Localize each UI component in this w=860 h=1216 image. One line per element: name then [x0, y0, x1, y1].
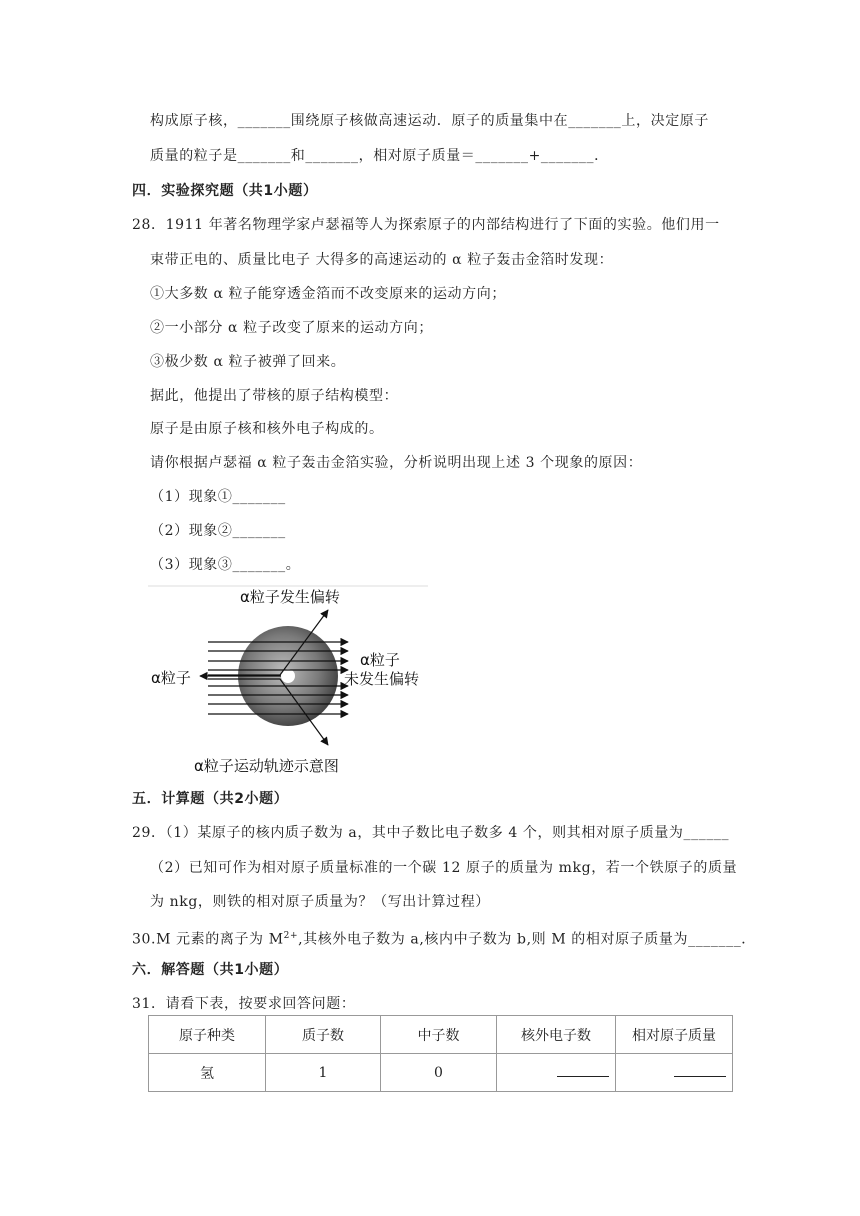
section-heading: 五．计算题（共2小题）: [132, 791, 289, 807]
table-row: [149, 1054, 733, 1092]
question-29-line: 29．（1）某原子的核内质子数为 a，其中子数比电子数多 4 个，则其相对原子质量为______: [132, 825, 730, 841]
right-label: 未发生偏转: [344, 670, 420, 688]
table-header: 相对原子质量: [616, 1016, 733, 1054]
section-heading: 六．解答题（共1小题）: [132, 962, 289, 978]
question-28-line: ①大多数 α 粒子能穿透金箔而不改变原来的运动方向；: [150, 286, 506, 302]
question-28-line: 28．1911 年著名物理学家卢瑟福等人为探索原子的内部结构进行了下面的实验。他们用一: [132, 217, 720, 233]
table-cell: 0: [381, 1054, 497, 1092]
answer-blank-cell[interactable]: [497, 1054, 616, 1092]
text-line: 质量的粒子是_______和_______，相对原子质量＝_______+_______．: [150, 148, 609, 164]
question-29-line: 为 nkg，则铁的相对原子质量为？（写出计算过程）: [150, 894, 490, 910]
question-28-line: ②一小部分 α 粒子改变了原来的运动方向；: [150, 320, 433, 336]
table-header: 原子种类: [149, 1016, 266, 1054]
question-28-line: ③极少数 α 粒子被弹了回来。: [150, 354, 346, 370]
answer-blank-cell[interactable]: [616, 1054, 733, 1092]
question-28-sub: （3）现象③_______。: [150, 557, 301, 573]
alpha-scattering-diagram: [148, 585, 428, 780]
question-28-sub: （1）现象①_______: [150, 489, 286, 505]
question-28-line: 请你根据卢瑟福 α 粒子轰击金箔实验，分析说明出现上述 3 个现象的原因：: [150, 455, 643, 471]
answer-blank[interactable]: [557, 1064, 609, 1077]
question-28-sub: （2）现象②_______: [150, 523, 286, 539]
table-header: 质子数: [266, 1016, 381, 1054]
question-29-line: （2）已知可作为相对原子质量标准的一个碳 12 原子的质量为 mkg，若一个铁原子的质量: [150, 860, 738, 876]
question-28-line: 原子是由原子核和核外电子构成的。: [150, 421, 384, 437]
table-header-row: [149, 1016, 733, 1054]
table-header: 中子数: [381, 1016, 497, 1054]
atom-table: [148, 1015, 733, 1092]
answer-blank[interactable]: [674, 1064, 726, 1077]
table-cell: 1: [266, 1054, 381, 1092]
question-31-line: 31．请看下表，按要求回答问题：: [132, 996, 356, 1012]
top-label: α粒子发生偏转: [240, 588, 340, 606]
question-30-line: 30.M 元素的离子为 $M^{2+}$,其核外电子数为 a,核内中子数为 b,则 M 的相对原子质量为_______．: [132, 931, 756, 948]
right-label: α粒子: [360, 651, 400, 669]
question-28-line: 束带正电的、质量比电子 大得多的高速运动的 α 粒子轰击金箔时发现：: [150, 252, 614, 268]
figure-caption: α粒子运动轨迹示意图: [194, 757, 339, 775]
text-line: 构成原子核，_______围绕原子核做高速运动．原子的质量集中在_______上，决定原子: [150, 113, 709, 129]
left-label: α粒子: [151, 669, 191, 687]
table-cell: 氢: [149, 1054, 266, 1092]
section-heading: 四．实验探究题（共1小题）: [132, 183, 318, 199]
question-28-line: 据此，他提出了带核的原子结构模型：: [150, 388, 399, 404]
table-header: 核外电子数: [497, 1016, 616, 1054]
